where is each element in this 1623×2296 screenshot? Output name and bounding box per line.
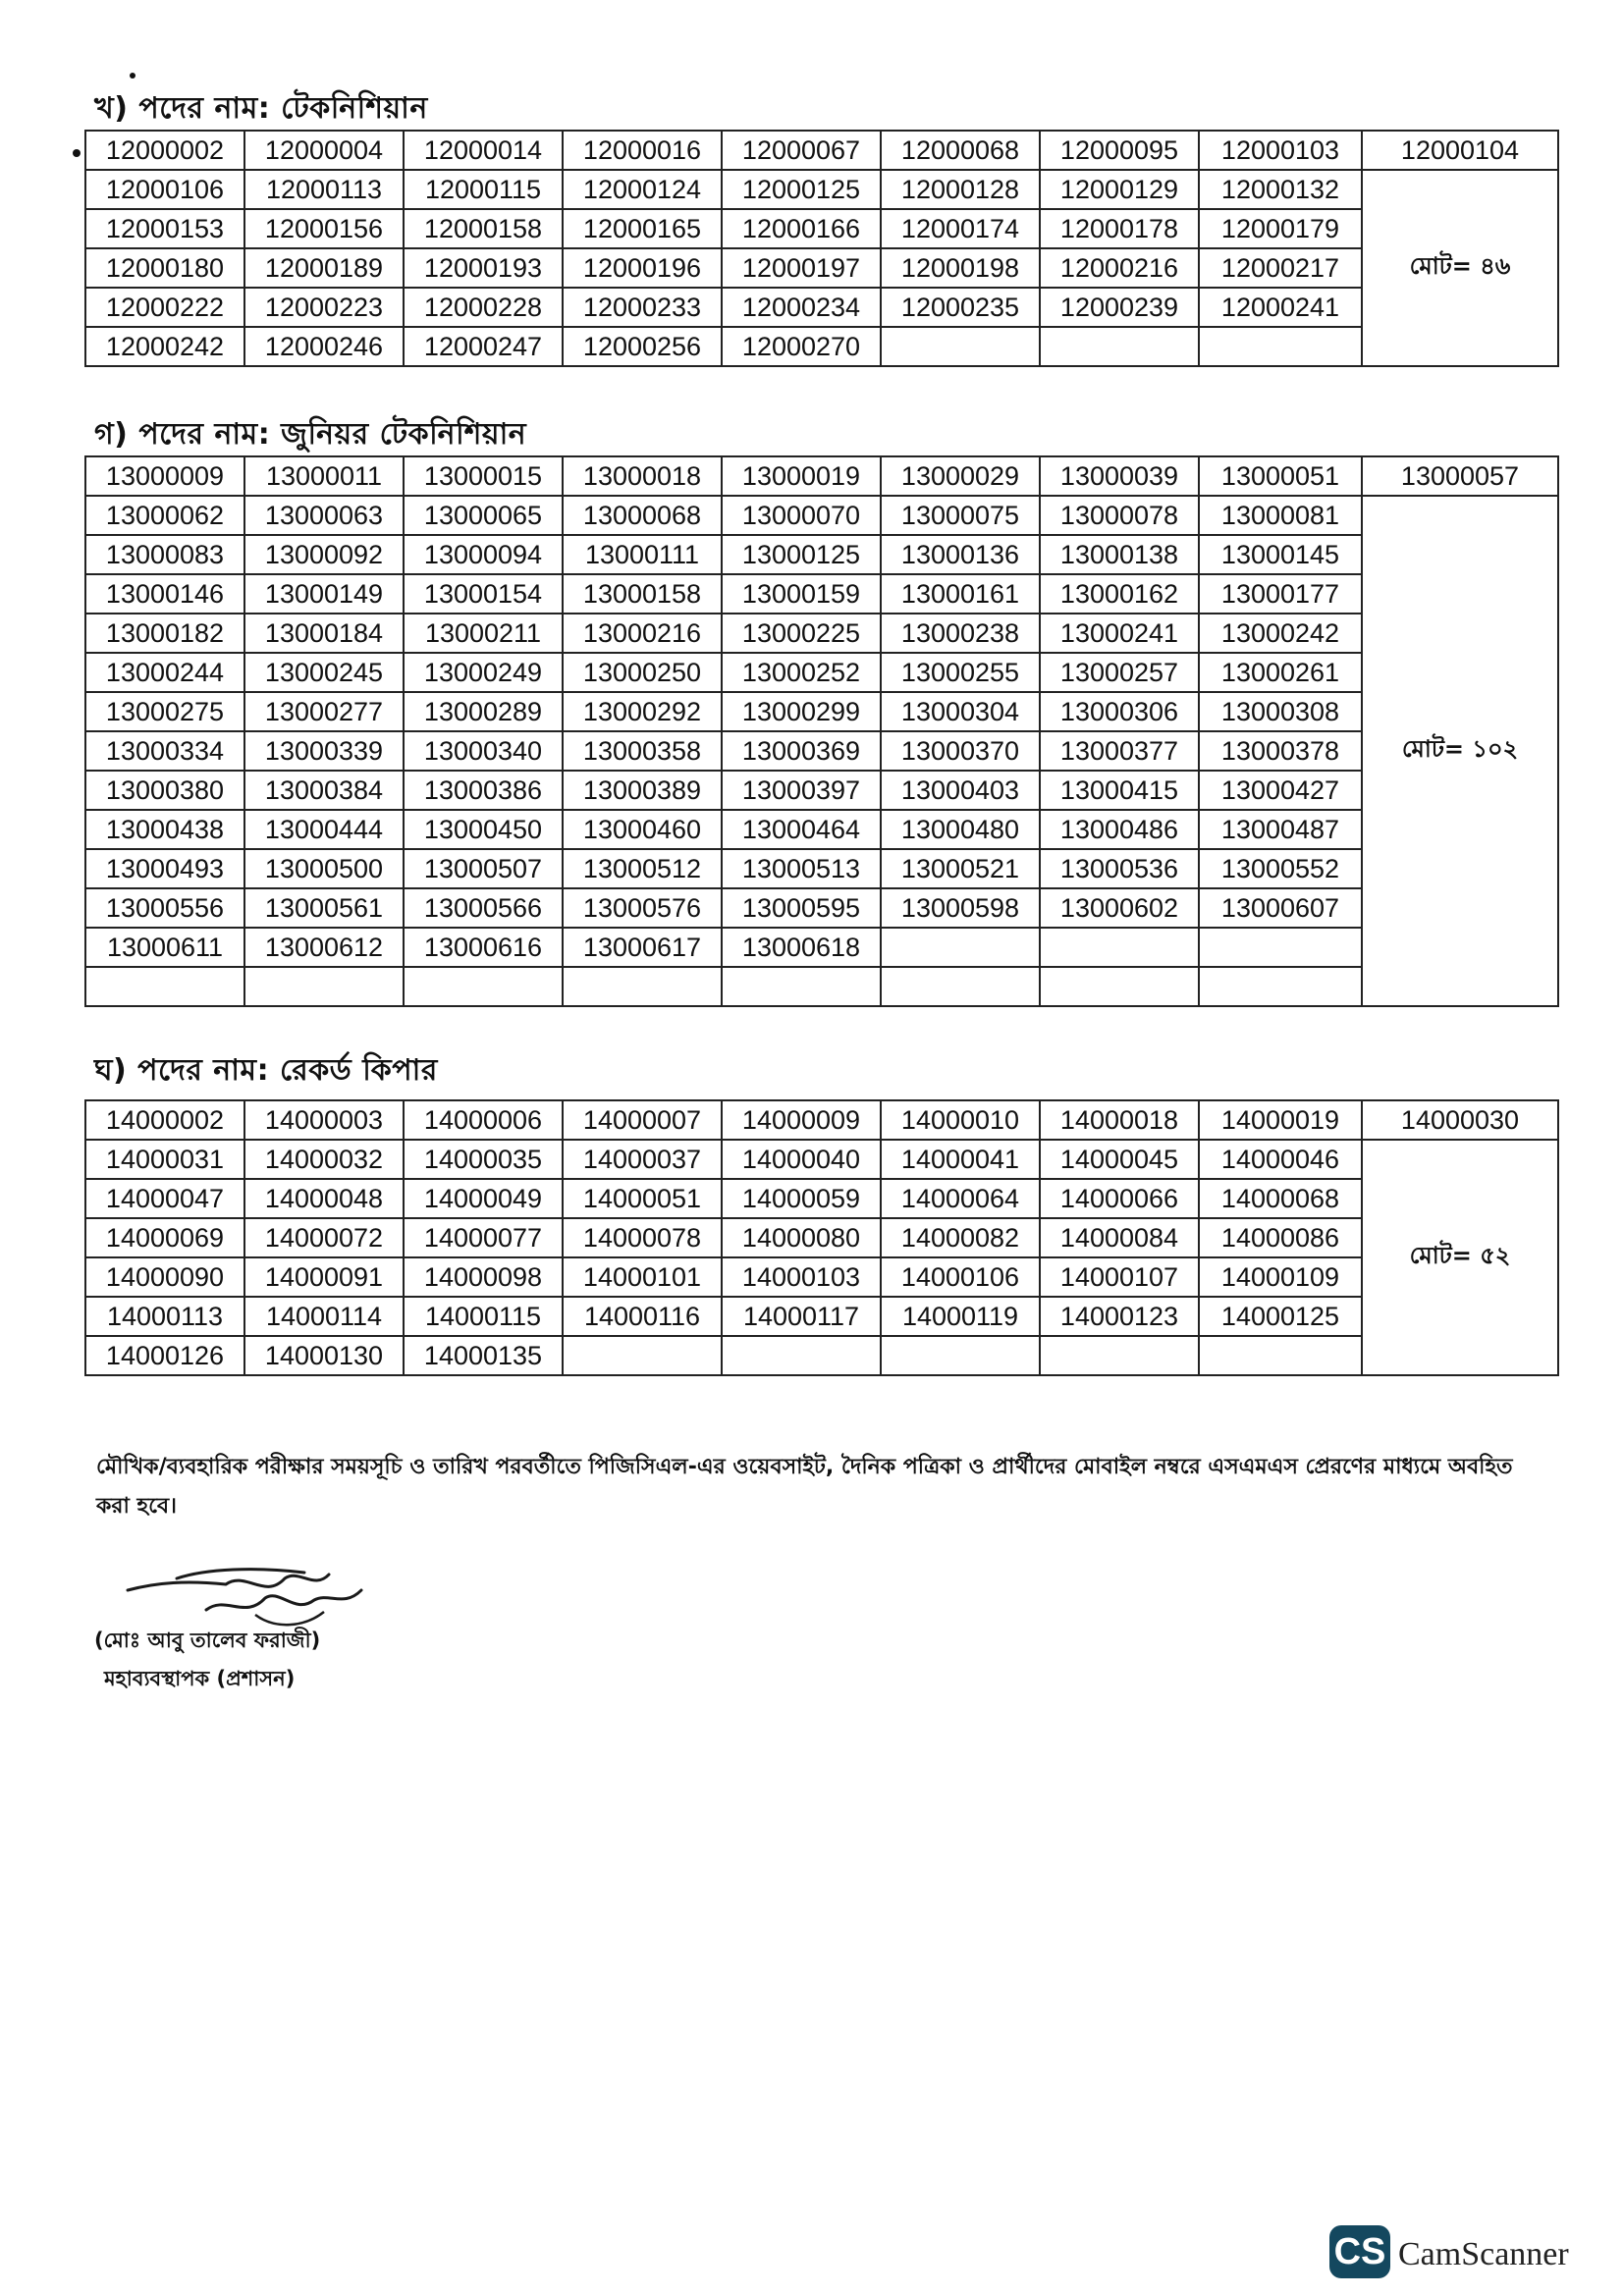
roll-number-cell: 14000046: [1199, 1140, 1362, 1179]
roll-number-cell: [722, 1336, 881, 1375]
roll-number-cell: 13000500: [244, 849, 404, 888]
roll-number-cell: 13000334: [85, 731, 244, 771]
roll-number-cell: [722, 967, 881, 1006]
roll-number-cell: 13000136: [881, 535, 1040, 574]
scan-dot: [73, 149, 81, 157]
roll-number-cell: 13000438: [85, 810, 244, 849]
table-row: [85, 653, 1558, 692]
roll-number-cell: 13000177: [1199, 574, 1362, 614]
roll-number-cell: 13000154: [404, 574, 563, 614]
roll-number-cell: 13000377: [1040, 731, 1199, 771]
roll-number-cell: 14000078: [563, 1218, 722, 1257]
roll-number-cell: 12000180: [85, 248, 244, 288]
roll-number-cell: 13000370: [881, 731, 1040, 771]
roll-number-cell: 13000019: [722, 456, 881, 496]
roll-number-cell: 12000106: [85, 170, 244, 209]
roll-number-cell: 14000126: [85, 1336, 244, 1375]
roll-number-cell: 13000299: [722, 692, 881, 731]
roll-number-cell: 13000039: [1040, 456, 1199, 496]
table-row: [85, 692, 1558, 731]
roll-number-cell: 13000561: [244, 888, 404, 928]
roll-number-cell: [1040, 928, 1199, 967]
roll-number-cell: 14000002: [85, 1100, 244, 1140]
roll-number-cell: 12000222: [85, 288, 244, 327]
section-title-record-keeper: ঘ) পদের নাম: রেকর্ড কিপার: [94, 1053, 438, 1088]
total-count: মোট= ১০২: [1362, 496, 1558, 1006]
table-row: [85, 1100, 1558, 1140]
roll-number-cell: 14000018: [1040, 1100, 1199, 1140]
roll-number-cell: 13000403: [881, 771, 1040, 810]
roll-number-cell: 14000035: [404, 1140, 563, 1179]
roll-number-cell: [1040, 1336, 1199, 1375]
roll-number-cell: 14000072: [244, 1218, 404, 1257]
roll-number-cell: 13000078: [1040, 496, 1199, 535]
table-row: [85, 496, 1558, 535]
roll-number-cell: 13000159: [722, 574, 881, 614]
roll-number-cell: 13000252: [722, 653, 881, 692]
roll-number-cell: 13000607: [1199, 888, 1362, 928]
roll-number-cell: 13000075: [881, 496, 1040, 535]
roll-number-cell: 14000032: [244, 1140, 404, 1179]
roll-number-cell: 13000486: [1040, 810, 1199, 849]
roll-number-cell: 14000064: [881, 1179, 1040, 1218]
roll-number-cell: 13000094: [404, 535, 563, 574]
roll-number-cell: 13000464: [722, 810, 881, 849]
roll-number-cell: 13000602: [1040, 888, 1199, 928]
roll-number-cell: 13000415: [1040, 771, 1199, 810]
roll-number-cell: 12000216: [1040, 248, 1199, 288]
roll-number-cell: 13000513: [722, 849, 881, 888]
roll-number-cell: 14000098: [404, 1257, 563, 1297]
section-title-technician: খ) পদের নাম: টেকনিশিয়ান: [94, 91, 428, 126]
roll-number-cell: 13000138: [1040, 535, 1199, 574]
roll-number-cell: 13000521: [881, 849, 1040, 888]
table-row: [85, 248, 1558, 288]
roll-number-cell: [1199, 967, 1362, 1006]
roll-number-cell: 12000004: [244, 131, 404, 170]
roll-number-cell: 13000386: [404, 771, 563, 810]
roll-number-cell: 13000081: [1199, 496, 1362, 535]
roll-number-cell: 12000256: [563, 327, 722, 366]
roll-number-cell: 13000340: [404, 731, 563, 771]
table-row: [85, 288, 1558, 327]
roll-number-cell: [1199, 1336, 1362, 1375]
exam-notice: মৌখিক/ব্যবহারিক পরীক্ষার সময়সূচি ও তারিখ পরবর্তীতে পিজিসিএল-এর ওয়েবসাইট, দৈনিক পত্রিকা ও প্রার্থীদের মোবাইল নম্বরে এসএমএস প্রেরণের মাধ্যমে অবহিত করা হবে।: [96, 1455, 1513, 1519]
roll-number-cell: [881, 967, 1040, 1006]
roll-number-cell: 14000031: [85, 1140, 244, 1179]
table-row: [85, 535, 1558, 574]
table-row: [85, 170, 1558, 209]
roll-number-cell: 13000125: [722, 535, 881, 574]
roll-number-cell: 13000358: [563, 731, 722, 771]
roll-number-cell: 14000045: [1040, 1140, 1199, 1179]
roll-number-cell: 13000018: [563, 456, 722, 496]
roll-number-cell: 13000009: [85, 456, 244, 496]
roll-number-cell: 14000103: [722, 1257, 881, 1297]
roll-number-cell: 14000106: [881, 1257, 1040, 1297]
roll-number-cell: 12000246: [244, 327, 404, 366]
roll-number-cell: 13000556: [85, 888, 244, 928]
table-row: [85, 1336, 1558, 1375]
table-row: [85, 849, 1558, 888]
roll-number-cell: 13000146: [85, 574, 244, 614]
roll-number-cell: 13000308: [1199, 692, 1362, 731]
roll-number-cell: 12000198: [881, 248, 1040, 288]
table-row: [85, 1218, 1558, 1257]
roll-number-cell: [404, 967, 563, 1006]
roll-number-cell: 14000116: [563, 1297, 722, 1336]
roll-number-cell: 13000384: [244, 771, 404, 810]
roll-number-cell: 13000444: [244, 810, 404, 849]
roll-table-record-keeper: [84, 1099, 1559, 1376]
roll-number-cell: 13000397: [722, 771, 881, 810]
roll-number-cell: 13000595: [722, 888, 881, 928]
table-row: [85, 810, 1558, 849]
roll-number-cell: 12000235: [881, 288, 1040, 327]
roll-number-cell: 13000242: [1199, 614, 1362, 653]
roll-number-cell: 14000119: [881, 1297, 1040, 1336]
roll-number-cell: 12000002: [85, 131, 244, 170]
roll-number-cell: 13000576: [563, 888, 722, 928]
roll-number-cell: 12000068: [881, 131, 1040, 170]
roll-number-cell: 14000066: [1040, 1179, 1199, 1218]
roll-number-cell: 13000241: [1040, 614, 1199, 653]
roll-number-cell: 12000193: [404, 248, 563, 288]
total-count: মোট= ৫২: [1362, 1140, 1558, 1375]
roll-number-cell: 13000618: [722, 928, 881, 967]
roll-number-cell: 13000378: [1199, 731, 1362, 771]
roll-number-cell: 14000068: [1199, 1179, 1362, 1218]
roll-number-cell: 12000166: [722, 209, 881, 248]
roll-number-cell: 12000197: [722, 248, 881, 288]
roll-number-cell: 12000115: [404, 170, 563, 209]
roll-number-cell: 12000239: [1040, 288, 1199, 327]
roll-number-cell: 13000275: [85, 692, 244, 731]
roll-number-cell: 13000092: [244, 535, 404, 574]
roll-number-cell: 12000158: [404, 209, 563, 248]
roll-number-cell: 14000006: [404, 1100, 563, 1140]
roll-number-cell: 14000080: [722, 1218, 881, 1257]
roll-number-cell: [1040, 327, 1199, 366]
section-title-junior-technician: গ) পদের নাম: জুনিয়র টেকনিশিয়ান: [94, 417, 527, 452]
roll-number-cell: 12000156: [244, 209, 404, 248]
roll-number-cell: 13000063: [244, 496, 404, 535]
table-row: [85, 131, 1558, 170]
roll-number-cell: 12000113: [244, 170, 404, 209]
roll-number-cell: 13000057: [1362, 456, 1558, 496]
roll-number-cell: 13000062: [85, 496, 244, 535]
roll-number-cell: 14000135: [404, 1336, 563, 1375]
roll-number-cell: 13000289: [404, 692, 563, 731]
roll-number-cell: 13000250: [563, 653, 722, 692]
roll-number-cell: 12000128: [881, 170, 1040, 209]
roll-number-cell: 14000037: [563, 1140, 722, 1179]
roll-number-cell: 14000040: [722, 1140, 881, 1179]
roll-number-cell: 14000117: [722, 1297, 881, 1336]
roll-number-cell: 12000153: [85, 209, 244, 248]
total-count: মোট= ৪৬: [1362, 170, 1558, 366]
roll-number-cell: 13000493: [85, 849, 244, 888]
roll-number-cell: 13000111: [563, 535, 722, 574]
table-row: [85, 1140, 1558, 1179]
roll-number-cell: [1199, 327, 1362, 366]
table-row: [85, 209, 1558, 248]
roll-number-cell: 14000109: [1199, 1257, 1362, 1297]
roll-number-cell: 13000617: [563, 928, 722, 967]
roll-number-cell: 13000065: [404, 496, 563, 535]
roll-number-cell: 13000304: [881, 692, 1040, 731]
roll-number-cell: 12000165: [563, 209, 722, 248]
roll-number-cell: 13000255: [881, 653, 1040, 692]
roll-number-cell: [881, 1336, 1040, 1375]
roll-number-cell: 13000145: [1199, 535, 1362, 574]
roll-number-cell: 12000223: [244, 288, 404, 327]
roll-number-cell: 14000049: [404, 1179, 563, 1218]
roll-number-cell: 13000450: [404, 810, 563, 849]
table-row: [85, 1257, 1558, 1297]
roll-number-cell: 14000051: [563, 1179, 722, 1218]
roll-number-cell: 13000216: [563, 614, 722, 653]
roll-number-cell: 13000068: [563, 496, 722, 535]
roll-number-cell: [881, 327, 1040, 366]
roll-number-cell: 13000070: [722, 496, 881, 535]
roll-number-cell: 12000189: [244, 248, 404, 288]
roll-number-cell: 14000030: [1362, 1100, 1558, 1140]
roll-number-cell: 12000103: [1199, 131, 1362, 170]
roll-number-cell: 12000132: [1199, 170, 1362, 209]
roll-number-cell: 13000566: [404, 888, 563, 928]
table-row: [85, 327, 1558, 366]
roll-number-cell: 13000149: [244, 574, 404, 614]
roll-number-cell: 12000178: [1040, 209, 1199, 248]
roll-number-cell: 13000261: [1199, 653, 1362, 692]
roll-number-cell: 13000611: [85, 928, 244, 967]
roll-number-cell: 12000196: [563, 248, 722, 288]
roll-number-cell: 13000051: [1199, 456, 1362, 496]
roll-number-cell: 12000242: [85, 327, 244, 366]
roll-table-technician: [84, 130, 1559, 367]
roll-number-cell: 13000257: [1040, 653, 1199, 692]
roll-number-cell: 14000007: [563, 1100, 722, 1140]
roll-number-cell: 12000016: [563, 131, 722, 170]
roll-number-cell: 14000084: [1040, 1218, 1199, 1257]
roll-number-cell: 13000389: [563, 771, 722, 810]
roll-number-cell: 13000460: [563, 810, 722, 849]
roll-number-cell: 12000014: [404, 131, 563, 170]
roll-number-cell: 12000234: [722, 288, 881, 327]
roll-number-cell: 13000011: [244, 456, 404, 496]
roll-number-cell: 14000115: [404, 1297, 563, 1336]
camscanner-brand: CamScanner: [1398, 2236, 1569, 2272]
roll-number-cell: [85, 967, 244, 1006]
roll-number-cell: 13000512: [563, 849, 722, 888]
roll-number-cell: [244, 967, 404, 1006]
roll-number-cell: [563, 967, 722, 1006]
roll-number-cell: 13000339: [244, 731, 404, 771]
roll-number-cell: 12000095: [1040, 131, 1199, 170]
roll-number-cell: 14000090: [85, 1257, 244, 1297]
roll-number-cell: 13000249: [404, 653, 563, 692]
roll-number-cell: 12000125: [722, 170, 881, 209]
roll-number-cell: 12000179: [1199, 209, 1362, 248]
roll-number-cell: 12000124: [563, 170, 722, 209]
table-row: [85, 456, 1558, 496]
roll-number-cell: 12000270: [722, 327, 881, 366]
roll-number-cell: 14000101: [563, 1257, 722, 1297]
roll-number-cell: 13000507: [404, 849, 563, 888]
roll-number-cell: 13000277: [244, 692, 404, 731]
table-row: [85, 574, 1558, 614]
roll-number-cell: 13000292: [563, 692, 722, 731]
roll-number-cell: 14000041: [881, 1140, 1040, 1179]
table-row: [85, 731, 1558, 771]
roll-number-cell: 13000238: [881, 614, 1040, 653]
roll-number-cell: 12000233: [563, 288, 722, 327]
roll-number-cell: 13000225: [722, 614, 881, 653]
roll-number-cell: 14000086: [1199, 1218, 1362, 1257]
roll-number-cell: 14000130: [244, 1336, 404, 1375]
signatory-designation: মহাব্যবস্থাপক (প্রশাসন): [104, 1667, 296, 1690]
table-row: [85, 1179, 1558, 1218]
roll-number-cell: 13000369: [722, 731, 881, 771]
roll-number-cell: 13000158: [563, 574, 722, 614]
roll-number-cell: 13000029: [881, 456, 1040, 496]
roll-number-cell: 14000123: [1040, 1297, 1199, 1336]
roll-number-cell: 13000380: [85, 771, 244, 810]
roll-number-cell: 14000107: [1040, 1257, 1199, 1297]
roll-number-cell: 13000487: [1199, 810, 1362, 849]
roll-number-cell: [563, 1336, 722, 1375]
table-row: [85, 888, 1558, 928]
roll-number-cell: 14000114: [244, 1297, 404, 1336]
roll-number-cell: 13000245: [244, 653, 404, 692]
table-row: [85, 967, 1558, 1006]
camscanner-logo: CS: [1329, 2225, 1390, 2278]
roll-number-cell: 12000241: [1199, 288, 1362, 327]
signatory-name: (মোঃ আবু তালেব ফরাজী): [94, 1629, 321, 1652]
roll-number-cell: 13000162: [1040, 574, 1199, 614]
roll-number-cell: 12000228: [404, 288, 563, 327]
roll-number-cell: 13000015: [404, 456, 563, 496]
roll-number-cell: 12000129: [1040, 170, 1199, 209]
roll-number-cell: 12000217: [1199, 248, 1362, 288]
roll-number-cell: [881, 928, 1040, 967]
roll-number-cell: 13000616: [404, 928, 563, 967]
roll-number-cell: 13000083: [85, 535, 244, 574]
table-row: [85, 1297, 1558, 1336]
roll-number-cell: 14000113: [85, 1297, 244, 1336]
roll-number-cell: 13000552: [1199, 849, 1362, 888]
roll-number-cell: [1040, 967, 1199, 1006]
scan-dot: [130, 73, 135, 79]
roll-number-cell: 13000182: [85, 614, 244, 653]
table-row: [85, 771, 1558, 810]
roll-number-cell: [1199, 928, 1362, 967]
roll-number-cell: 12000247: [404, 327, 563, 366]
roll-number-cell: 14000009: [722, 1100, 881, 1140]
roll-number-cell: 12000104: [1362, 131, 1558, 170]
roll-number-cell: 13000184: [244, 614, 404, 653]
roll-number-cell: 13000598: [881, 888, 1040, 928]
roll-number-cell: 14000019: [1199, 1100, 1362, 1140]
roll-number-cell: 12000174: [881, 209, 1040, 248]
roll-number-cell: 13000161: [881, 574, 1040, 614]
roll-number-cell: 13000244: [85, 653, 244, 692]
roll-number-cell: 14000125: [1199, 1297, 1362, 1336]
roll-number-cell: 14000059: [722, 1179, 881, 1218]
roll-number-cell: 12000067: [722, 131, 881, 170]
table-row: [85, 928, 1558, 967]
roll-table-junior-technician: [84, 455, 1559, 1007]
roll-number-cell: 13000306: [1040, 692, 1199, 731]
roll-number-cell: 13000427: [1199, 771, 1362, 810]
roll-number-cell: 13000612: [244, 928, 404, 967]
roll-number-cell: 14000082: [881, 1218, 1040, 1257]
roll-number-cell: 14000069: [85, 1218, 244, 1257]
roll-number-cell: 13000211: [404, 614, 563, 653]
roll-number-cell: 14000048: [244, 1179, 404, 1218]
roll-number-cell: 14000047: [85, 1179, 244, 1218]
roll-number-cell: 13000480: [881, 810, 1040, 849]
roll-number-cell: 14000077: [404, 1218, 563, 1257]
roll-number-cell: 14000010: [881, 1100, 1040, 1140]
roll-number-cell: 13000536: [1040, 849, 1199, 888]
table-row: [85, 614, 1558, 653]
roll-number-cell: 14000091: [244, 1257, 404, 1297]
roll-number-cell: 14000003: [244, 1100, 404, 1140]
